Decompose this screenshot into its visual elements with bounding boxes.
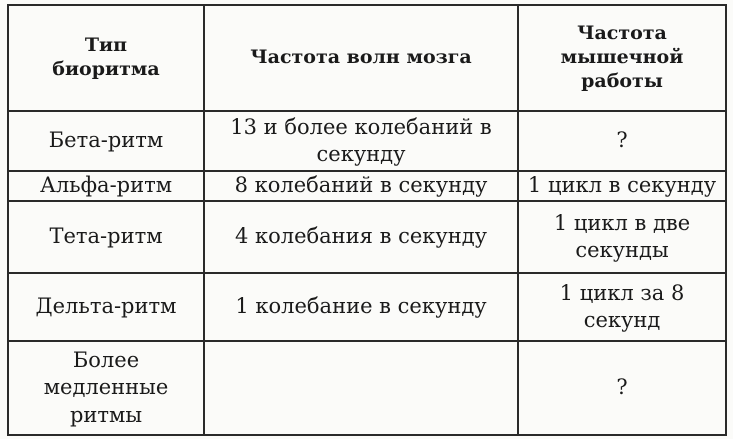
table-row bbox=[8, 201, 726, 273]
cell-muscle-frequency: 1 цикл в секунду bbox=[518, 171, 726, 201]
cell-muscle-frequency: ? bbox=[518, 111, 726, 171]
cell-brain-frequency: 13 и более колебаний в секунду bbox=[204, 111, 518, 171]
cell-brain-frequency: 4 колебания в секунду bbox=[204, 201, 518, 273]
table-header-row bbox=[8, 5, 726, 111]
cell-muscle-frequency: 1 цикл в две секунды bbox=[518, 201, 726, 273]
cell-rhythm-type: Дельта-ритм bbox=[8, 273, 204, 341]
header-brain-wave-frequency: Частота волн мозга bbox=[204, 5, 518, 111]
cell-brain-frequency bbox=[204, 341, 518, 435]
cell-rhythm-type: Альфа-ритм bbox=[8, 171, 204, 201]
table-row bbox=[8, 341, 726, 435]
cell-brain-frequency: 1 колебание в секунду bbox=[204, 273, 518, 341]
header-rhythm-type: Тип биоритма bbox=[8, 5, 204, 111]
cell-brain-frequency: 8 колебаний в секунду bbox=[204, 171, 518, 201]
table-row bbox=[8, 273, 726, 341]
cell-muscle-frequency: ? bbox=[518, 341, 726, 435]
table-row bbox=[8, 171, 726, 201]
cell-muscle-frequency: 1 цикл за 8 секунд bbox=[518, 273, 726, 341]
header-muscle-work-frequency: Частота мышечной работы bbox=[518, 5, 726, 111]
cell-rhythm-type: Тета-ритм bbox=[8, 201, 204, 273]
table-row bbox=[8, 111, 726, 171]
cell-rhythm-type: Бета-ритм bbox=[8, 111, 204, 171]
biorhythm-table bbox=[7, 4, 727, 436]
cell-rhythm-type: Более медленные ритмы bbox=[8, 341, 204, 435]
